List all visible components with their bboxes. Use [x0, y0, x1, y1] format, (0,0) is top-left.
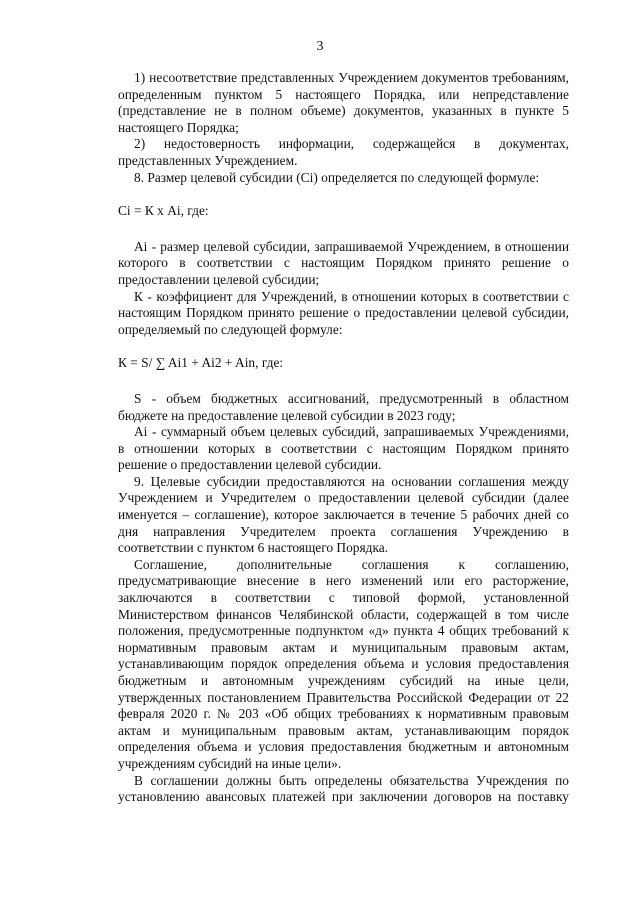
document-body	[118, 70, 569, 806]
paragraph-k-definition: К - коэффициент для Учреждений, в отношении которых в соответствии с настоящим Порядком принято решение о предоставлении целевой субсидии, определяемый по следующей формуле:	[118, 288, 569, 337]
paragraph-item-1: 1) несоответствие представленных Учреждением документов требованиям, определенным пунктом 5 настоящего Порядка, или непредставление (представление не в полном объеме) документов, указанных в пункте 5 настоящего Порядка;	[118, 70, 569, 135]
formula-k: К = S/ ∑ Ai1 + Ai2 + Ain, где:	[118, 355, 284, 371]
paragraph-ai-definition: Ai - размер целевой субсидии, запрашиваемой Учреждением, в отношении которого в соответствии с настоящим Порядком принято решение о предоставлении целевой субсидии;	[118, 238, 569, 287]
paragraph-obligations: В соглашении должны быть определены обязательства Учреждения по установлению авансовых платежей при заключении договоров на поставку	[118, 772, 569, 805]
paragraph-s-definition: S - объем бюджетных ассигнований, предусмотренный в областном бюджете на предоставление целевой субсидии в 2023 году;	[118, 390, 569, 423]
paragraph-point-9: 9. Целевые субсидии предоставляются на основании соглашения между Учреждением и Учредителем о предоставлении целевой субсидии (далее именуется – соглашение), которое заключается в течение 5 рабочих дней со дня направления Учредителем проекта соглашения Учреждению в соответствии с пунктом 6 настоящего Порядка.	[118, 473, 569, 556]
paragraph-point-8: 8. Размер целевой субсидии (Ci) определяется по следующей формуле:	[134, 169, 540, 185]
paragraph-agreement: Соглашение, дополнительные соглашения к соглашению, предусматривающие внесение в него изменений или его расторжение, заключаются в соответствии с типовой формой, установленной Министерством финансов Челябинской области, содержащей в том числе положения, предусмотренные подпунктом «д» пункта 4 общих требований к нормативным правовым актам и муниципальным правовым актам, устанавливающим порядок определения объема и условия предоставления бюджетным и автономным учреждениям субсидий на иные цели, утвержденных постановлением Правительства Российской Федерации от 22 февраля 2020 г. № 203 «Об общих требованиях к нормативным правовым актам и муниципальным правовым актам, устанавливающим порядок определения объема и условия предоставления бюджетным и автономным учреждениям субсидий на иные цели».	[118, 556, 569, 771]
formula-ci: Ci = К х Ai, где:	[118, 203, 209, 219]
paragraph-item-2: 2) недостоверность информации, содержащейся в документах, представленных Учреждением.	[118, 136, 569, 168]
paragraph-ai-total-definition: Ai - суммарный объем целевых субсидий, запрашиваемых Учреждениями, в отношении которых в соответствии с настоящим Порядком принято решение о предоставлении целевой субсидии.	[118, 424, 569, 473]
page-number: 3	[316, 39, 324, 54]
